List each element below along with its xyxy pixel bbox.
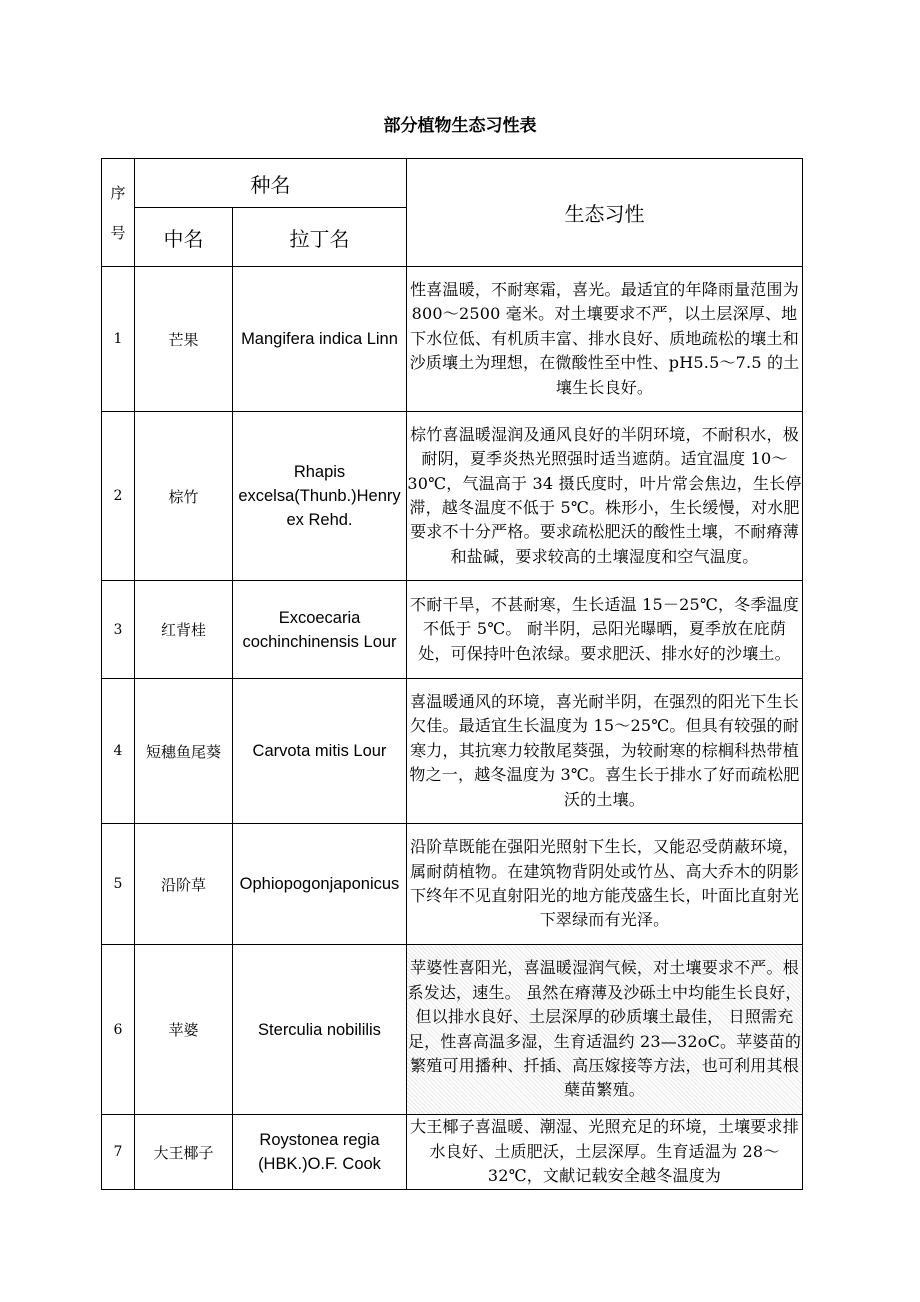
- table-row: [102, 581, 803, 679]
- row-num: 6: [102, 945, 135, 1115]
- row-chinese-name: 棕竹: [135, 412, 233, 581]
- table-row: [102, 945, 803, 1115]
- row-latin-name: Ophiopogonjaponicus: [233, 824, 407, 945]
- row-num: 2: [102, 412, 135, 581]
- row-latin-name: Sterculia nobililis: [233, 945, 407, 1115]
- row-latin-name: Rhapis excelsa(Thunb.)Henry ex Rehd.: [233, 412, 407, 581]
- row-latin-name: Mangifera indica Linn: [233, 267, 407, 412]
- header-habit: 生态习性: [407, 159, 803, 267]
- table-row: [102, 267, 803, 412]
- row-num: 3: [102, 581, 135, 679]
- row-habit: 棕竹喜温暖湿润及通风良好的半阴环境，不耐积水，极耐阴，夏季炎热光照强时适当遮荫。适宜温度 10～30℃，气温高于 34 摄氏度时，叶片常会焦边，生长停滞，越冬温度不低于 5℃。株形小，生长缓慢，对水肥要求不十分严格。要求疏松肥沃的酸性土壤，不耐瘠薄和盐碱，要求较高的土壤湿度和空气温度。: [407, 412, 803, 581]
- header-num-line1: 序: [110, 183, 126, 202]
- header-num: [102, 159, 135, 267]
- row-num: 4: [102, 679, 135, 824]
- row-chinese-name: 沿阶草: [135, 824, 233, 945]
- header-species: 种名: [135, 159, 407, 208]
- row-chinese-name: 红背桂: [135, 581, 233, 679]
- row-latin-name: Roystonea regia (HBK.)O.F. Cook: [233, 1115, 407, 1190]
- row-habit: 不耐干旱，不甚耐寒，生长适温 15－25℃，冬季温度不低于 5℃。 耐半阴，忌阳光曝晒，夏季放在庇荫处，可保持叶色浓绿。要求肥沃、排水好的沙壤土。: [407, 581, 803, 679]
- table-row: [102, 679, 803, 824]
- row-chinese-name: 大王椰子: [135, 1115, 233, 1190]
- header-latin-name: 拉丁名: [233, 208, 407, 267]
- table-row: [102, 412, 803, 581]
- page-title: 部分植物生态习性表: [383, 116, 537, 136]
- table-row: [102, 1115, 803, 1190]
- row-chinese-name: 芒果: [135, 267, 233, 412]
- row-num: 1: [102, 267, 135, 412]
- header-chinese-name: 中名: [135, 208, 233, 267]
- row-habit: 大王椰子喜温暖、潮湿、光照充足的环境，土壤要求排水良好、土质肥沃，土层深厚。生育适温为 28～32℃，文献记载安全越冬温度为: [407, 1115, 803, 1190]
- row-latin-name: Carvota mitis Lour: [233, 679, 407, 824]
- row-habit: 沿阶草既能在强阳光照射下生长，又能忍受荫蔽环境，属耐荫植物。在建筑物背阴处或竹丛、高大乔木的阴影下终年不见直射阳光的地方能茂盛生长，叶面比直射光下翠绿而有光泽。: [407, 824, 803, 945]
- row-habit: 喜温暖通风的环境，喜光耐半阴，在强烈的阳光下生长欠佳。最适宜生长温度为 15～25℃。但具有较强的耐寒力，其抗寒力较散尾葵强，为较耐寒的棕榈科热带植物之一，越冬温度为 3℃。喜生长于排水了好而疏松肥沃的土壤。: [407, 679, 803, 824]
- row-num: 5: [102, 824, 135, 945]
- row-habit: 苹婆性喜阳光，喜温暖湿润气候，对土壤要求不严。根系发达，速生。 虽然在瘠薄及沙砾土中均能生长良好，但以排水良好、土层深厚的砂质壤土最佳， 日照需充足，性喜高温多湿，生育适温约 23—32oC。苹婆苗的繁殖可用播种、扦插、高压嫁接等方法，也可利用其根蘖苗繁殖。: [407, 945, 803, 1115]
- row-chinese-name: 短穗鱼尾葵: [135, 679, 233, 824]
- row-latin-name: Excoecaria cochinchinensis Lour: [233, 581, 407, 679]
- row-habit: 性喜温暖，不耐寒霜，喜光。最适宜的年降雨量范围为 800～2500 毫米。对土壤要求不严，以土层深厚、地下水位低、有机质丰富、排水良好、质地疏松的壤土和沙质壤土为理想，在微酸性至中性、pH5.5～7.5 的土壤生长良好。: [407, 267, 803, 412]
- table-row: [102, 824, 803, 945]
- plant-table: [101, 158, 803, 1190]
- row-chinese-name: 苹婆: [135, 945, 233, 1115]
- row-num: 7: [102, 1115, 135, 1190]
- header-num-line2: 号: [110, 223, 126, 242]
